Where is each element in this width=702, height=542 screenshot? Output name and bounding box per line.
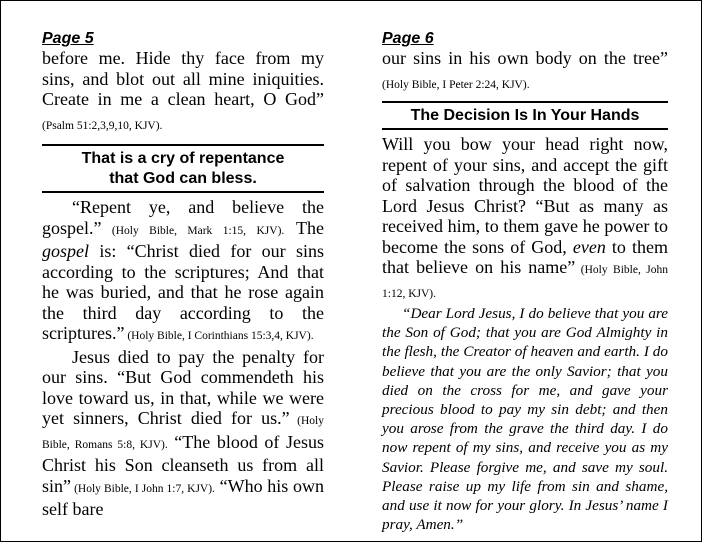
emphasis-word: gospel (42, 241, 89, 261)
scripture-citation: (Holy Bible, I Corinthians 15:3,4, KJV). (124, 330, 314, 342)
paragraph (382, 134, 668, 304)
scripture-text: “The blood of Jesus Christ his Son cleanseth us from all sin” (42, 431, 324, 496)
heading-line-1: That is a cry of repentance (81, 150, 285, 167)
scripture-citation: (Holy Bible, John 1:12, KJV). (382, 264, 668, 300)
scripture-text: before me. Hide thy face from my sins, and blot out all mine iniquities. Create in me a clean heart, O God” (42, 48, 324, 109)
heading-line: The Decision Is In Your Hands (410, 107, 640, 124)
heading-line-2: that God can bless. (109, 170, 257, 187)
body-text: The (284, 217, 324, 238)
right-page (382, 30, 668, 534)
scripture-citation: (Holy Bible, I Peter 2:24, KJV). (382, 78, 530, 91)
scripture-citation: (Holy Bible, Mark 1:15, KJV). (101, 224, 285, 237)
scripture-citation: (Holy Bible, I John 1:7, KJV). (71, 482, 215, 495)
emphasis-word: even (572, 236, 606, 257)
salvation-prayer: “Dear Lord Jesus, I do believe that you are the Son of God; that you are God Almighty in the flesh, the Creator of heaven and earth. I do believe that you are the only Savior; that you died on the cross for me, and gave your precious blood to pay my sin debt; and then you arose from the grave the third day. I do now repent of my sins, and receive you as my Savior. Please forgive me, and save my soul. Please raise up my life from sin and shame, and use it now for your glory. In Jesus’ name I pray, Amen.” (382, 305, 668, 534)
page-number: Page 5 (42, 30, 94, 47)
scripture-text: is: “Christ died for our sins according to the scriptures; And that he was buried, and that he rose again the third day according to the scriptures.” (42, 241, 324, 343)
scripture-citation: (Holy Bible, Romans 5:8, KJV). (42, 415, 324, 451)
opening-paragraph (382, 48, 668, 95)
paragraph (42, 347, 324, 520)
page-number: Page 6 (382, 30, 434, 47)
scripture-text: “Who his own self bare (42, 475, 324, 519)
section-heading (42, 144, 324, 193)
scripture-text: Jesus died to pay the penalty for our sins. “But God commendeth his love toward us, in that, while we were yet sinners, Christ died for us.” (42, 346, 324, 428)
section-heading (382, 101, 668, 130)
scripture-citation: (Psalm 51:2,3,9,10, KJV). (42, 119, 163, 132)
opening-paragraph (42, 48, 324, 136)
paragraph (42, 197, 324, 347)
scripture-text: our sins in his own body on the tree” (382, 48, 668, 68)
right-body (382, 134, 668, 304)
body-text: Will you bow your head right now, repent of your sins, and accept the gift of salvation through the blood of the Lord Jesus Christ? “But as many as received him, to them gave he power to become the sons of God, (382, 134, 668, 257)
scripture-text: to them that believe on his name” (382, 236, 668, 277)
left-body (42, 197, 324, 520)
left-page (42, 30, 324, 520)
scripture-text: “Repent ye, and believe the gospel.” (42, 197, 324, 238)
